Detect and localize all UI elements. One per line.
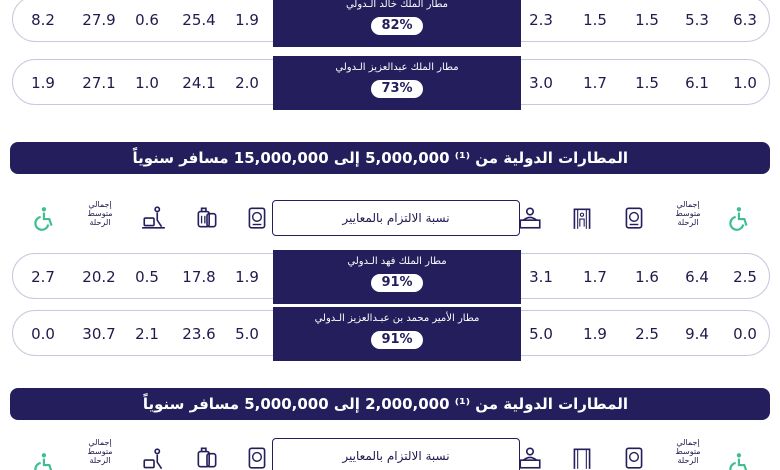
section-banner [10, 142, 770, 174]
section-title: المطارات الدولية من ⁽¹⁾ 2,000,000 إلى 5,000,000 مسافر سنوياً [142, 395, 628, 413]
wheelchair-icon [727, 204, 753, 232]
section-title: المطارات الدولية من ⁽¹⁾ 5,000,000 إلى 15,000,000 مسافر سنوياً [132, 149, 628, 167]
value-cell: 5.3 [685, 11, 709, 29]
value-cell: 2.5 [733, 268, 757, 286]
compliance-percent: 73% [371, 80, 423, 98]
security-desk-icon [517, 204, 543, 232]
value-cell: 17.8 [182, 268, 216, 286]
security-gate-icon [569, 204, 595, 232]
column-header-row [12, 190, 770, 246]
airport-name: مطار الملك فهد الـدولي [347, 256, 447, 267]
value-cell: 2.0 [235, 74, 259, 92]
value-cell: 23.6 [182, 325, 216, 343]
security-gate-icon [569, 444, 595, 470]
value-cell: 0.0 [31, 325, 55, 343]
passport-icon [621, 204, 647, 232]
total-average-label: إجمالي متوسط الرحلة [675, 438, 701, 465]
value-cell: 1.7 [583, 74, 607, 92]
passport-icon [244, 204, 270, 232]
value-cell: 2.7 [31, 268, 55, 286]
value-cell: 5.0 [235, 325, 259, 343]
value-cell: 27.1 [82, 74, 116, 92]
airport-row [12, 59, 770, 105]
value-cell: 6.1 [685, 74, 709, 92]
wheelchair-icon [32, 450, 58, 470]
airport-compliance-box [273, 56, 521, 110]
value-cell: 0.6 [135, 11, 159, 29]
total-average-label: إجمالي متوسط الرحلة [675, 200, 701, 227]
value-cell: 8.2 [31, 11, 55, 29]
column-header-row [12, 432, 770, 470]
value-cell: 3.1 [529, 268, 553, 286]
compliance-percent: 91% [371, 331, 423, 349]
airport-compliance-box [273, 307, 521, 361]
section-banner [10, 388, 770, 420]
passport-icon [621, 444, 647, 470]
compliance-percent: 91% [371, 274, 423, 292]
baggage-claim-icon [141, 204, 167, 232]
value-cell: 1.5 [635, 11, 659, 29]
value-cell: 1.5 [583, 11, 607, 29]
value-cell: 30.7 [82, 325, 116, 343]
wheelchair-icon [32, 204, 58, 232]
value-cell: 2.1 [135, 325, 159, 343]
compliance-column-header: نسبة الالتزام بالمعايير [272, 438, 520, 470]
value-cell: 5.0 [529, 325, 553, 343]
luggage-icon [194, 204, 220, 232]
value-cell: 1.0 [733, 74, 757, 92]
value-cell: 0.5 [135, 268, 159, 286]
value-cell: 9.4 [685, 325, 709, 343]
value-cell: 3.0 [529, 74, 553, 92]
passport-icon [244, 444, 270, 470]
value-cell: 1.5 [635, 74, 659, 92]
value-cell: 2.3 [529, 11, 553, 29]
value-cell: 25.4 [182, 11, 216, 29]
total-average-label: إجمالي متوسط الرحلة [87, 200, 113, 227]
wheelchair-icon [727, 450, 753, 470]
airport-row [12, 253, 770, 299]
value-cell: 2.5 [635, 325, 659, 343]
security-desk-icon [517, 444, 543, 470]
value-cell: 27.9 [82, 11, 116, 29]
value-cell: 6.4 [685, 268, 709, 286]
compliance-column-header: نسبة الالتزام بالمعايير [272, 200, 520, 236]
airport-name: مطار الملك عبدالعزيز الـدولي [335, 62, 459, 73]
value-cell: 24.1 [182, 74, 216, 92]
luggage-icon [194, 444, 220, 470]
value-cell: 1.0 [135, 74, 159, 92]
baggage-claim-icon [141, 446, 167, 470]
value-cell: 1.9 [235, 268, 259, 286]
value-cell: 1.9 [31, 74, 55, 92]
value-cell: 0.0 [733, 325, 757, 343]
value-cell: 1.7 [583, 268, 607, 286]
airport-row [12, 310, 770, 356]
airport-compliance-box [273, 250, 521, 304]
airport-name: مطار الملك خالد الـدولي [345, 0, 449, 10]
value-cell: 1.9 [583, 325, 607, 343]
value-cell: 1.6 [635, 268, 659, 286]
compliance-percent: 82% [371, 17, 423, 35]
airport-name: مطار الأمير محمد بن عبـدالعزيز الـدولي [314, 313, 480, 324]
value-cell: 6.3 [733, 11, 757, 29]
airport-row [12, 0, 770, 42]
value-cell: 20.2 [82, 268, 116, 286]
airport-compliance-box [273, 0, 521, 47]
value-cell: 1.9 [235, 11, 259, 29]
total-average-label: إجمالي متوسط الرحلة [87, 438, 113, 465]
